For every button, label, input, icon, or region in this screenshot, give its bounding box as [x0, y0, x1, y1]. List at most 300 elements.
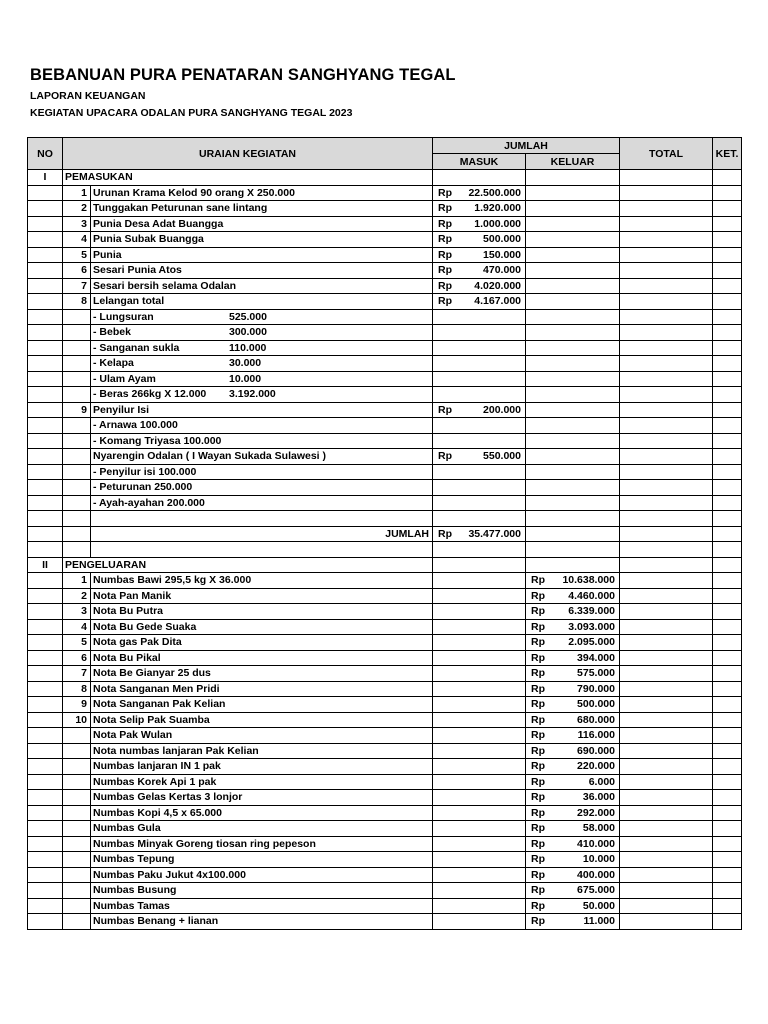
row-no [28, 619, 63, 635]
amount-value: 1.000.000 [474, 217, 521, 230]
row-total [620, 697, 713, 713]
row-desc: JUMLAH [91, 526, 433, 542]
row-ket [713, 309, 742, 325]
row-keluar [526, 371, 620, 387]
row-total [620, 898, 713, 914]
row-total [620, 433, 713, 449]
row-keluar [526, 821, 620, 837]
row-masuk [433, 712, 526, 728]
sub-item-label: - Ulam Ayam [93, 372, 156, 385]
row-no [28, 805, 63, 821]
row-num [63, 371, 91, 387]
row-ket [713, 666, 742, 682]
table-row [28, 573, 742, 589]
row-masuk [433, 836, 526, 852]
currency-label: Rp [438, 403, 452, 416]
row-masuk [433, 340, 526, 356]
row-masuk [433, 898, 526, 914]
row-no [28, 774, 63, 790]
row-ket [713, 185, 742, 201]
row-keluar [526, 790, 620, 806]
row-no [28, 216, 63, 232]
header-total: TOTAL [620, 138, 713, 170]
row-masuk [433, 387, 526, 403]
amount-value: 150.000 [483, 248, 521, 261]
row-ket [713, 418, 742, 434]
currency-label: Rp [531, 744, 545, 757]
row-masuk [433, 402, 526, 418]
row-total [620, 914, 713, 930]
row-no [28, 294, 63, 310]
row-keluar [526, 247, 620, 263]
row-num [63, 759, 91, 775]
row-desc: Penyilur Isi [91, 402, 433, 418]
row-total [620, 263, 713, 279]
row-masuk [433, 759, 526, 775]
row-desc: Nota Pak Wulan [91, 728, 433, 744]
jumlah-row [28, 526, 742, 542]
row-ket [713, 480, 742, 496]
amount-value: 500.000 [577, 698, 615, 711]
row-num [63, 790, 91, 806]
currency-label: Rp [438, 248, 452, 261]
row-total [620, 402, 713, 418]
row-total [620, 759, 713, 775]
amount [528, 728, 617, 742]
table-row [28, 836, 742, 852]
row-no [28, 464, 63, 480]
row-total [620, 573, 713, 589]
row-desc: Punia [91, 247, 433, 263]
row-desc: - Peturunan 250.000 [91, 480, 433, 496]
header-ket: KET. [713, 138, 742, 170]
row-ket [713, 697, 742, 713]
row-masuk [433, 697, 526, 713]
table-row [28, 325, 742, 341]
row-no [28, 898, 63, 914]
report-title: BEBANUAN PURA PENATARAN SANGHYANG TEGAL [30, 66, 456, 84]
row-total [620, 185, 713, 201]
row-total [620, 542, 713, 558]
row-num [63, 387, 91, 403]
amount [528, 806, 617, 820]
row-ket [713, 573, 742, 589]
table-row [28, 712, 742, 728]
amount [528, 914, 617, 928]
currency-label: Rp [531, 760, 545, 773]
row-desc: Numbas Gelas Kertas 3 lonjor [91, 790, 433, 806]
row-ket [713, 201, 742, 217]
row-desc: Numbas lanjaran IN 1 pak [91, 759, 433, 775]
amount-value: 10.638.000 [562, 574, 615, 587]
table-row [28, 294, 742, 310]
sub-item-label: - Kelapa [93, 357, 134, 370]
row-ket [713, 232, 742, 248]
row-desc: Punia Subak Buangga [91, 232, 433, 248]
amount-value: 292.000 [577, 806, 615, 819]
currency-label: Rp [531, 791, 545, 804]
row-num [63, 852, 91, 868]
row-keluar [526, 697, 620, 713]
sub-item-value: 525.000 [229, 310, 267, 323]
row-total [620, 309, 713, 325]
row-ket [713, 604, 742, 620]
row-num: 5 [63, 247, 91, 263]
row-no [28, 836, 63, 852]
table-row [28, 387, 742, 403]
row-masuk [433, 511, 526, 527]
row-masuk [433, 216, 526, 232]
row-num: 6 [63, 650, 91, 666]
row-total [620, 371, 713, 387]
table-row [28, 790, 742, 806]
row-masuk [433, 418, 526, 434]
row-masuk [433, 821, 526, 837]
row-masuk [433, 232, 526, 248]
row-total [620, 294, 713, 310]
currency-label: Rp [531, 605, 545, 618]
amount [528, 604, 617, 618]
table-row [28, 247, 742, 263]
row-ket [713, 728, 742, 744]
table-row [28, 588, 742, 604]
table-row [28, 852, 742, 868]
row-total [620, 418, 713, 434]
row-keluar [526, 464, 620, 480]
row-num [63, 464, 91, 480]
row-desc: Numbas Tamas [91, 898, 433, 914]
row-num: 8 [63, 294, 91, 310]
row-total [620, 201, 713, 217]
row-num [63, 356, 91, 372]
amount [528, 744, 617, 758]
row-masuk [433, 464, 526, 480]
row-ket [713, 356, 742, 372]
currency-label: Rp [531, 868, 545, 881]
row-masuk [433, 635, 526, 651]
sub-item-label: - Beras 266kg X 12.000 [93, 388, 207, 401]
row-keluar [526, 294, 620, 310]
row-no [28, 681, 63, 697]
amount-value: 4.460.000 [568, 589, 615, 602]
row-no [28, 743, 63, 759]
amount [435, 279, 523, 293]
row-num: 1 [63, 185, 91, 201]
row-no: I [28, 170, 63, 186]
table-row [28, 371, 742, 387]
table-row [28, 666, 742, 682]
header-masuk: MASUK [433, 154, 526, 170]
row-no [28, 650, 63, 666]
row-keluar [526, 495, 620, 511]
amount-value: 500.000 [483, 233, 521, 246]
row-keluar [526, 898, 620, 914]
header-uraian: URAIAN KEGIATAN [63, 138, 433, 170]
row-desc: Nyarengin Odalan ( I Wayan Sukada Sulawesi ) [91, 449, 433, 465]
row-desc: Numbas Kopi 4,5 x 65.000 [91, 805, 433, 821]
table-row [28, 650, 742, 666]
currency-label: Rp [438, 279, 452, 292]
row-keluar [526, 449, 620, 465]
currency-label: Rp [531, 574, 545, 587]
amount [528, 651, 617, 665]
currency-label: Rp [438, 264, 452, 277]
row-total [620, 635, 713, 651]
row-keluar [526, 635, 620, 651]
row-ket [713, 836, 742, 852]
row-masuk [433, 681, 526, 697]
row-num: 9 [63, 402, 91, 418]
row-ket [713, 821, 742, 837]
row-total [620, 495, 713, 511]
row-no [28, 201, 63, 217]
amount [435, 186, 523, 200]
row-masuk [433, 743, 526, 759]
row-num: 3 [63, 604, 91, 620]
amount [528, 589, 617, 603]
row-keluar [526, 185, 620, 201]
row-num [63, 743, 91, 759]
row-desc: - Arnawa 100.000 [91, 418, 433, 434]
row-num: 4 [63, 232, 91, 248]
row-masuk [433, 573, 526, 589]
row-num: 3 [63, 216, 91, 232]
table-row [28, 480, 742, 496]
row-keluar [526, 511, 620, 527]
row-total [620, 681, 713, 697]
row-keluar [526, 480, 620, 496]
row-desc: Nota gas Pak Dita [91, 635, 433, 651]
row-no [28, 573, 63, 589]
empty-row [28, 511, 742, 527]
row-desc: Numbas Paku Jukut 4x100.000 [91, 867, 433, 883]
table-row [28, 914, 742, 930]
row-no [28, 666, 63, 682]
row-masuk [433, 650, 526, 666]
row-desc: Sesari bersih selama Odalan [91, 278, 433, 294]
table-row [28, 464, 742, 480]
table-row [28, 201, 742, 217]
row-ket [713, 216, 742, 232]
table-row [28, 743, 742, 759]
row-no [28, 867, 63, 883]
sub-item-value: 3.192.000 [229, 388, 276, 401]
row-num [63, 511, 91, 527]
row-desc: - Ayah-ayahan 200.000 [91, 495, 433, 511]
row-ket [713, 759, 742, 775]
sub-item-label: - Sanganan sukla [93, 341, 180, 354]
amount [435, 232, 523, 246]
amount-value: 6.000 [588, 775, 615, 788]
currency-label: Rp [531, 775, 545, 788]
row-total [620, 356, 713, 372]
row-num [63, 309, 91, 325]
currency-label: Rp [531, 713, 545, 726]
amount-value: 11.000 [583, 915, 615, 928]
amount [528, 790, 617, 804]
amount-value: 220.000 [577, 760, 615, 773]
row-masuk [433, 805, 526, 821]
row-keluar [526, 263, 620, 279]
row-num [63, 526, 91, 542]
row-ket [713, 511, 742, 527]
row-num [63, 340, 91, 356]
table-row [28, 867, 742, 883]
header-no: NO [28, 138, 63, 170]
row-num: 2 [63, 588, 91, 604]
row-desc: Nota Bu Putra [91, 604, 433, 620]
row-ket [713, 371, 742, 387]
row-desc: Tunggakan Peturunan sane lintang [91, 201, 433, 217]
currency-label: Rp [438, 217, 452, 230]
row-num [63, 418, 91, 434]
row-num: 8 [63, 681, 91, 697]
row-desc: Numbas Korek Api 1 pak [91, 774, 433, 790]
row-total [620, 480, 713, 496]
row-desc: Nota Bu Gede Suaka [91, 619, 433, 635]
row-masuk [433, 185, 526, 201]
row-masuk [433, 278, 526, 294]
amount [528, 899, 617, 913]
section-row [28, 557, 742, 573]
row-ket [713, 883, 742, 899]
row-num: 4 [63, 619, 91, 635]
amount-value: 36.000 [582, 791, 615, 804]
currency-label: Rp [531, 698, 545, 711]
row-masuk [433, 247, 526, 263]
row-ket [713, 263, 742, 279]
amount-value: 6.339.000 [568, 605, 615, 618]
row-masuk [433, 852, 526, 868]
row-total [620, 790, 713, 806]
row-no [28, 712, 63, 728]
row-keluar [526, 666, 620, 682]
row-ket [713, 247, 742, 263]
row-masuk [433, 294, 526, 310]
row-num: 7 [63, 278, 91, 294]
row-masuk [433, 790, 526, 806]
row-total [620, 883, 713, 899]
row-total [620, 650, 713, 666]
row-masuk [433, 557, 526, 573]
row-keluar [526, 852, 620, 868]
row-masuk [433, 666, 526, 682]
currency-label: Rp [531, 651, 545, 664]
amount-value: 35.477.000 [468, 527, 521, 540]
row-total [620, 867, 713, 883]
currency-label: Rp [531, 806, 545, 819]
row-num [63, 821, 91, 837]
sub-item-value: 300.000 [229, 326, 267, 339]
row-ket [713, 805, 742, 821]
row-keluar [526, 650, 620, 666]
table-row [28, 185, 742, 201]
amount-value: 4.167.000 [474, 295, 521, 308]
row-ket [713, 526, 742, 542]
row-no [28, 511, 63, 527]
row-num: 2 [63, 201, 91, 217]
amount [528, 713, 617, 727]
row-total [620, 526, 713, 542]
amount [528, 837, 617, 851]
row-desc [91, 511, 433, 527]
row-keluar [526, 883, 620, 899]
amount-value: 200.000 [483, 403, 521, 416]
currency-label: Rp [531, 620, 545, 633]
row-desc: Lelangan total [91, 294, 433, 310]
row-masuk [433, 526, 526, 542]
row-total [620, 216, 713, 232]
amount [528, 852, 617, 866]
row-ket [713, 340, 742, 356]
row-no [28, 402, 63, 418]
row-keluar [526, 433, 620, 449]
row-desc: Nota numbas lanjaran Pak Kelian [91, 743, 433, 759]
row-total [620, 325, 713, 341]
row-total [620, 604, 713, 620]
row-no [28, 914, 63, 930]
row-no [28, 852, 63, 868]
table-row [28, 449, 742, 465]
currency-label: Rp [531, 636, 545, 649]
table-row [28, 805, 742, 821]
currency-label: Rp [531, 853, 545, 866]
row-total [620, 619, 713, 635]
currency-label: Rp [438, 186, 452, 199]
row-num: 7 [63, 666, 91, 682]
row-no [28, 371, 63, 387]
row-keluar [526, 387, 620, 403]
row-desc: Numbas Busung [91, 883, 433, 899]
row-desc [91, 325, 433, 341]
row-total [620, 511, 713, 527]
currency-label: Rp [531, 884, 545, 897]
row-keluar [526, 542, 620, 558]
row-keluar [526, 759, 620, 775]
currency-label: Rp [438, 295, 452, 308]
row-masuk [433, 325, 526, 341]
row-desc: Nota Bu Pikal [91, 650, 433, 666]
row-keluar [526, 557, 620, 573]
currency-label: Rp [531, 837, 545, 850]
amount [435, 201, 523, 215]
row-masuk [433, 619, 526, 635]
row-no [28, 325, 63, 341]
currency-label: Rp [531, 729, 545, 742]
row-keluar [526, 201, 620, 217]
row-keluar [526, 340, 620, 356]
currency-label: Rp [438, 233, 452, 246]
table-row [28, 433, 742, 449]
amount [528, 868, 617, 882]
currency-label: Rp [531, 682, 545, 695]
empty-row [28, 542, 742, 558]
row-ket [713, 325, 742, 341]
row-desc: - Komang Triyasa 100.000 [91, 433, 433, 449]
row-desc [91, 356, 433, 372]
row-total [620, 449, 713, 465]
row-keluar [526, 216, 620, 232]
amount [528, 620, 617, 634]
row-masuk [433, 309, 526, 325]
row-desc: Urunan Krama Kelod 90 orang X 250.000 [91, 185, 433, 201]
row-num: 9 [63, 697, 91, 713]
section-row [28, 170, 742, 186]
row-no [28, 309, 63, 325]
row-desc: - Penyilur isi 100.000 [91, 464, 433, 480]
amount-value: 1.920.000 [474, 202, 521, 215]
row-total [620, 666, 713, 682]
